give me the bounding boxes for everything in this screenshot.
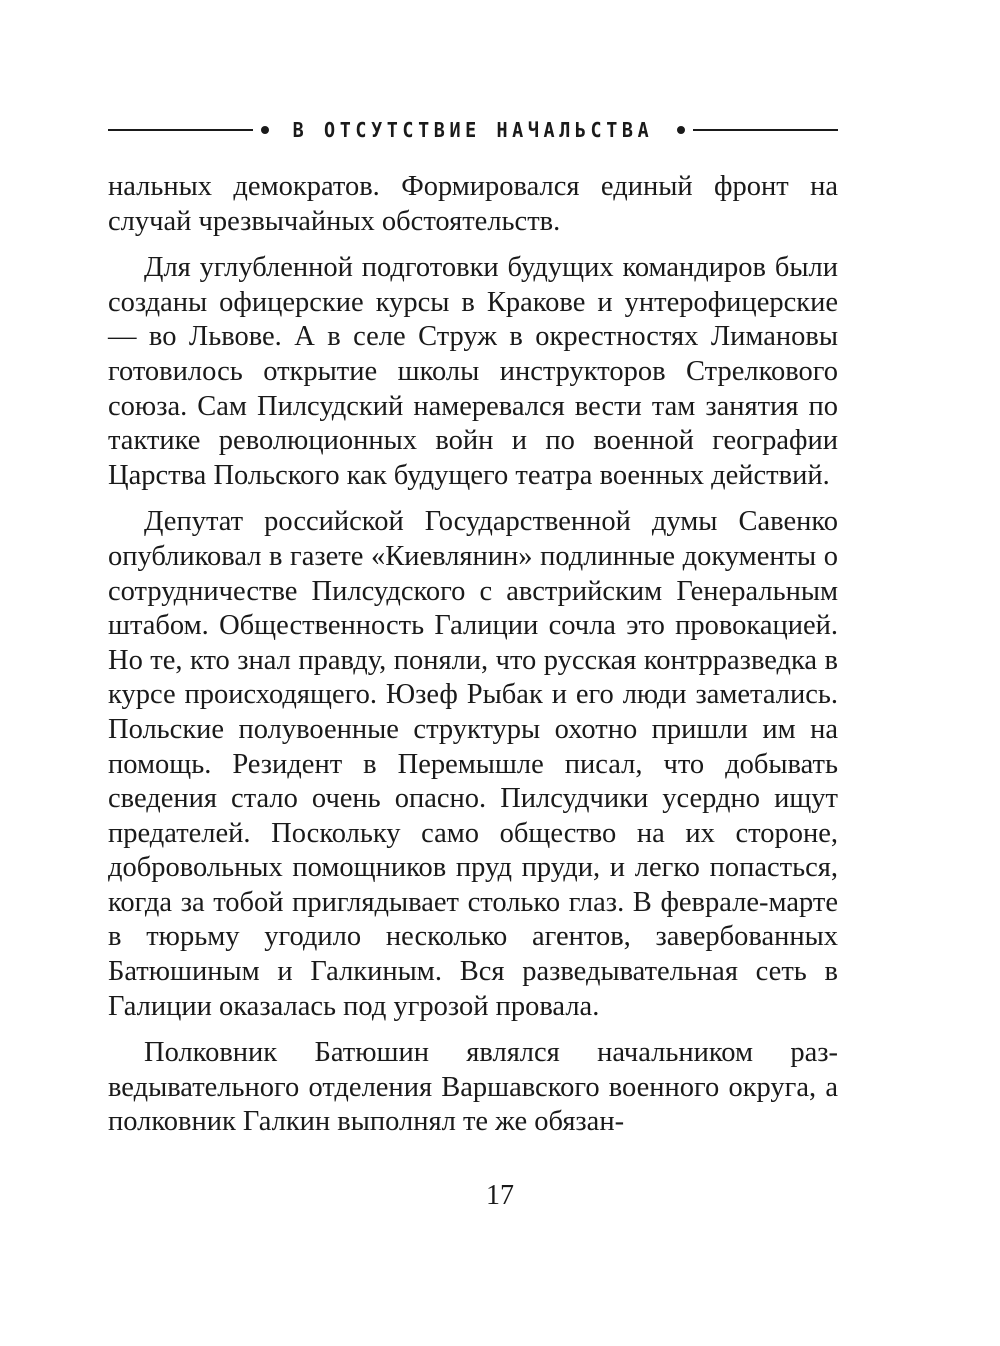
running-title: В ОТСУТСТВИЕ НАЧАЛЬСТВА [292,118,654,142]
running-header [108,112,838,148]
paragraph: нальных демократов. Формировался единый фронт на случай чрезвычайных обстоятельств. [108,171,838,237]
paragraph: Депутат российской Государственной думы Савенко опубликовал в газете «Киевлянин» подлинные документы о сотрудничестве Пилсудского с австрийским Генеральным штабом. Общественность Галиции сочла это провокацией. Но те, кто знал правду, поняли, что русская контрразведка в курсе происходящего. Юзеф Рыбак и его люди заметались. Польские полувоенные структуры охотно пришли им на помощь. Резидент в Перемышле писал, что добывать сведения стало очень опасно. Пилсудчики усердно ищут предателей. Поскольку само общество на их стороне, добровольных помощников пруд пруди, и легко попасться, когда за тобой приглядывает столько глаз. В феврале-марте в тюрьму угодило несколько агентов, завербованных Батюшиным и Галкиным. Вся разведывательная сеть в Галиции оказалась под угрозой провала. [108,506,838,1022]
body-text [108,170,838,1152]
bullet-dot-icon [677,126,685,134]
paragraph: Для углубленной подготовки будущих командиров были созданы офицерские курсы в Кракове и унтерофицерские — во Львове. А в селе Струж в окрестностях Лимановы готовилось открытие школы инструкторов Стрелкового союза. Сам Пилсудский намеревался вести там занятия по тактике революционных войн и по военной географии Царства Польского как будущего театра военных действий. [108,252,838,491]
page-number: 17 [486,1180,514,1211]
header-rule-left [108,129,253,131]
paragraph: Полковник Батюшин являлся начальником разведывательного отделения Варшавского военного округа, а полковник Галкин выполнял те же обязан- [108,1037,838,1138]
header-rule-right [693,129,838,131]
bullet-dot-icon [261,126,269,134]
